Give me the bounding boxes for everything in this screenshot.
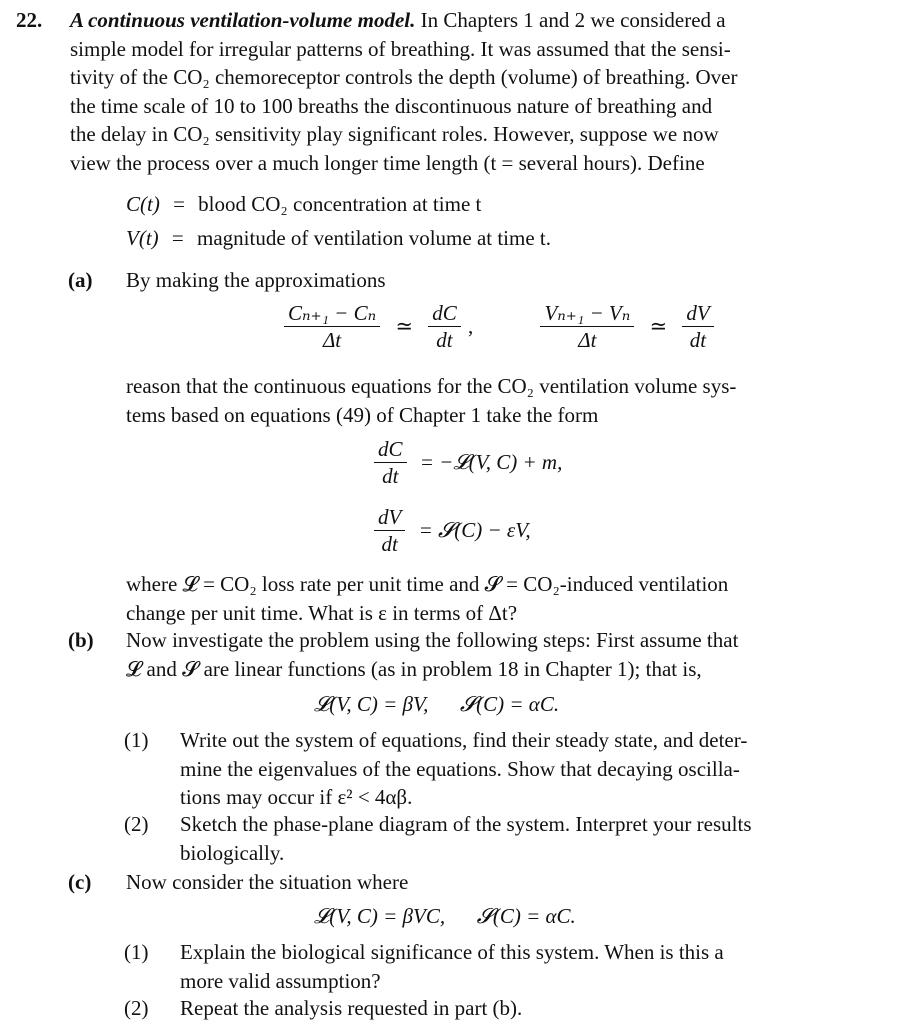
equation-dv-dt [374,504,541,557]
eq1-den: dt [374,462,407,489]
intro-line-1 [70,6,858,35]
intro-line-6: view the process over a much longer time length (t = several hours). Define [70,150,705,175]
fraction-dc-dt-num: dC [432,301,457,325]
fraction-dv-dt-num: dV [686,301,710,325]
fraction-dv-dt-den: dt [682,326,713,353]
approx-comma: , [467,314,474,339]
part-c-label: (c) [68,870,92,894]
part-b-equation: 𝓛(V, C) = βV, 𝓢(C) = αC. [314,692,560,716]
definition-c-equals: = [173,192,185,216]
part-a-label: (a) [68,268,93,292]
intro-line-2: simple model for irregular patterns of breathing. It was assumed that the sensi- [70,36,731,61]
part-a-reason-line-1: reason that the continuous equations for the CO₂ ventilation volume sys- [126,374,737,398]
part-c-lead: Now consider the situation where [126,870,409,894]
part-c-step-1 [180,938,858,995]
fraction-v-diff-den: Δt [540,326,634,353]
part-b-line-2: 𝓛 and 𝓢 are linear functions (as in problem 18 in Chapter 1); that is, [126,656,702,681]
fraction-c-diff-num: Cₙ₊₁ − Cₙ [288,301,377,325]
fraction-dc-dt-den: dt [428,326,461,353]
part-c-step-2-label: (2) [124,996,149,1020]
part-c-step-1-line-2: more valid assumption? [180,968,381,993]
definition-v-text: magnitude of ventilation volume at time t. [197,226,552,250]
equation-dc-dt [374,436,572,489]
eq1-fraction [374,436,407,489]
definition-c [126,190,481,219]
approx-symbol-2: ≃ [649,314,668,339]
fraction-v-diff [540,300,634,353]
part-b-step-2-line-1: Sketch the phase-plane diagram of the system. Interpret your results [180,812,752,836]
part-b-label: (b) [68,628,94,652]
part-b-step-2-line-2: biologically. [180,840,285,865]
eq2-den: dt [374,530,405,557]
part-c-step-2 [180,994,858,1023]
approximation-equation [284,300,714,353]
intro-line-1-text: In Chapters 1 and 2 we considered a [420,8,726,32]
part-b-step-1-line-3: tions may occur if ε² < 4αβ. [180,785,413,809]
part-b-step-1-line-2: mine the eigenvalues of the equations. Show that decaying oscilla- [180,756,740,781]
part-b-step-2-label: (2) [124,812,149,836]
definition-v-equals: = [171,226,184,250]
part-a-reason [126,372,858,429]
part-b-line-1: Now investigate the problem using the following steps: First assume that [126,628,739,652]
part-c-step-1-line-1: Explain the biological significance of this system. When is this a [180,940,724,964]
eq2-rhs: = 𝓢(C) − εV, [418,518,531,543]
part-a-where [126,570,858,627]
part-a-reason-line-2: tems based on equations (49) of Chapter 1 take the form [126,402,599,427]
fraction-dv-dt [682,300,713,353]
definition-c-text: blood CO₂ concentration at time t [198,192,482,216]
part-c-step-1-label: (1) [124,940,149,964]
part-a-lead: By making the approximations [126,268,386,292]
fraction-c-diff [284,300,380,353]
eq2-num: dV [378,505,402,529]
part-a-where-line-2: change per unit time. What is ε in terms of Δt? [126,600,518,625]
part-a-where-line-1: where 𝓛 = CO₂ loss rate per unit time and 𝓢 = CO₂-induced ventilation [126,572,729,596]
part-b-step-1-line-1: Write out the system of equations, find their steady state, and deter- [180,728,748,752]
intro-line-3: tivity of the CO₂ chemoreceptor controls the depth (volume) of breathing. Over [70,65,738,89]
definition-c-symbol: C(t) [126,192,160,216]
definition-v-symbol: V(t) [126,226,159,250]
definition-v [126,224,551,253]
intro-line-4: the time scale of 10 to 100 breaths the discontinuous nature of breathing and [70,93,713,118]
part-b-text [126,626,858,683]
intro-line-5: the delay in CO₂ sensitivity play significant roles. However, suppose we now [70,122,719,146]
eq1-num: dC [378,437,403,461]
problem-intro [70,6,858,177]
problem-title: A continuous ventilation-volume model. [70,8,416,32]
part-b-step-1-label: (1) [124,728,149,752]
approx-symbol-1: ≃ [395,314,413,339]
fraction-dc-dt [428,300,461,353]
part-b-step-2 [180,810,858,867]
fraction-c-diff-den: Δt [284,326,380,353]
eq1-rhs: = −𝓛(V, C) + m, [419,450,563,475]
part-c-equation: 𝓛(V, C) = βVC, 𝓢(C) = αC. [314,904,576,928]
part-b-step-1 [180,726,858,812]
eq2-fraction [374,504,405,557]
problem-number: 22. [16,8,43,32]
part-c-step-2-line-1: Repeat the analysis requested in part (b). [180,996,523,1020]
fraction-v-diff-num: Vₙ₊₁ − Vₙ [544,301,631,325]
